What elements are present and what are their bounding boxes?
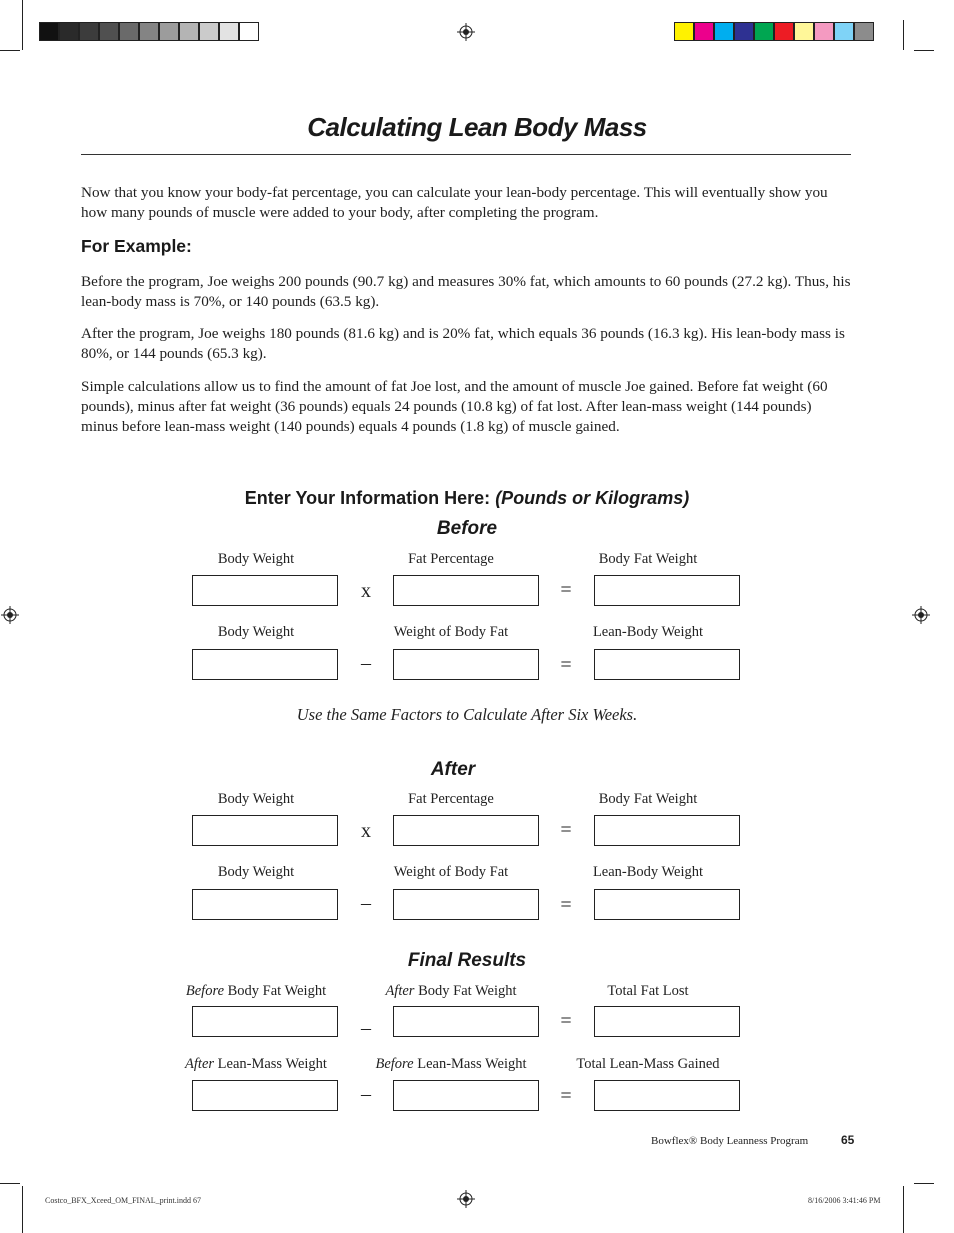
total-lean-mass-gained-input[interactable]: [594, 1080, 740, 1111]
multiply-operator: x: [361, 820, 371, 842]
equals-operator: =: [560, 1085, 572, 1107]
crop-mark: [22, 0, 23, 50]
color-swatch: [854, 22, 874, 41]
equals-operator: =: [560, 579, 572, 601]
before-weight-of-body-fat-input[interactable]: [393, 649, 539, 680]
before-weight-of-body-fat-label: Weight of Body Fat: [393, 624, 509, 640]
label-emphasis: Before: [375, 1056, 414, 1072]
crop-mark: [903, 20, 904, 50]
minus-operator: –: [361, 1017, 371, 1039]
total-fat-lost-input[interactable]: [594, 1006, 740, 1037]
example-paragraph: Simple calculations allow us to find the amount of fat Joe lost, and the amount of muscle Joe gained. Before fat weight (60 pounds), minus after fat weight (36 pounds) equals 24 pounds (10.8 kg) of fat lost. After lean-mass weight (144 pounds) minus before lean-mass weight (140 pounds) equals 4 pounds (1.8 kg) of muscle gained.: [81, 378, 828, 435]
color-swatch: [734, 22, 754, 41]
final-before-body-fat-weight-input[interactable]: [192, 1006, 338, 1037]
gray-swatch: [119, 22, 139, 41]
minus-operator: –: [361, 1083, 371, 1105]
minus-operator: –: [361, 652, 371, 674]
equals-operator: =: [560, 819, 572, 841]
final-after-lean-mass-weight-input[interactable]: [192, 1080, 338, 1111]
intro-paragraph: Now that you know your body-fat percentage, you can calculate your lean-body percentage. This will eventually show you how many pounds of muscle were added to your body, after completing the program.: [81, 184, 828, 221]
after-lean-body-weight-label: Lean-Body Weight: [592, 864, 704, 880]
multiply-operator: x: [361, 580, 371, 602]
equals-operator: =: [560, 1010, 572, 1032]
color-swatch: [774, 22, 794, 41]
crop-mark: [0, 50, 20, 51]
color-swatch: [754, 22, 774, 41]
gray-swatch: [59, 22, 79, 41]
title-divider: [81, 154, 851, 155]
gray-swatch: [239, 22, 259, 41]
before-fat-percentage-label: Fat Percentage: [408, 551, 494, 567]
footer-program-name: Bowflex® Body Leanness Program: [651, 1135, 809, 1147]
final-results-heading: Final Results: [407, 950, 527, 971]
crop-mark: [0, 1183, 20, 1184]
gray-swatch: [99, 22, 119, 41]
crop-mark: [22, 1186, 23, 1233]
before-lean-mass-weight-label: [351, 1056, 551, 1073]
after-body-weight-label: Body Weight: [217, 791, 295, 807]
gray-swatch: [199, 22, 219, 41]
registration-mark-icon: [1, 606, 19, 624]
gray-swatch: [179, 22, 199, 41]
crop-mark: [914, 50, 934, 51]
total-lean-mass-gained-label: [548, 1056, 748, 1073]
after-body-weight-input[interactable]: [192, 815, 338, 846]
crop-mark: [903, 1186, 904, 1233]
after-fat-percentage-label: Fat Percentage: [408, 791, 494, 807]
before-lean-body-weight-label: Lean-Body Weight: [592, 624, 704, 640]
before-body-weight-label: Body Weight: [217, 624, 295, 640]
minus-operator: –: [361, 892, 371, 914]
color-swatch: [834, 22, 854, 41]
slug-timestamp: 8/16/2006 3:41:46 PM: [808, 1196, 881, 1205]
label-text: Lean-Mass Weight: [214, 1056, 327, 1072]
color-swatch: [694, 22, 714, 41]
enter-info-label: Enter Your Information Here:: [244, 488, 491, 508]
color-swatch: [674, 22, 694, 41]
final-after-body-fat-weight-input[interactable]: [393, 1006, 539, 1037]
label-emphasis: After: [185, 1056, 215, 1072]
after-weight-of-body-fat-input[interactable]: [393, 889, 539, 920]
registration-mark-icon: [457, 1190, 475, 1208]
after-lean-body-weight-input[interactable]: [594, 889, 740, 920]
gray-swatch: [39, 22, 59, 41]
after-weight-of-body-fat-label: Weight of Body Fat: [393, 864, 509, 880]
after-body-weight-label: Body Weight: [217, 864, 295, 880]
before-body-weight-label: Body Weight: [217, 551, 295, 567]
before-body-fat-weight-label: Body Fat Weight: [598, 551, 698, 567]
label-text: Total Lean-Mass Gained: [576, 1056, 720, 1072]
before-body-weight-input-2[interactable]: [192, 649, 338, 680]
gray-swatch: [139, 22, 159, 41]
example-paragraph: After the program, Joe weighs 180 pounds (81.6 kg) and is 20% fat, which equals 36 pounds (16.3 kg). His lean-body mass is 80%, or 144 pounds (65.3 kg).: [81, 325, 845, 362]
page-title: Calculating Lean Body Mass: [307, 112, 647, 142]
example-paragraph: Before the program, Joe weighs 200 pounds (90.7 kg) and measures 30% fat, which amounts to 60 pounds (27.2 kg). Thus, his lean-body mass is 70%, or 140 pounds (63.5 kg).: [81, 273, 851, 310]
label-emphasis: After: [385, 983, 415, 999]
before-lean-body-weight-input[interactable]: [594, 649, 740, 680]
label-text: Total Fat Lost: [607, 983, 689, 999]
after-body-fat-weight-input[interactable]: [594, 815, 740, 846]
example-heading: For Example:: [81, 236, 192, 256]
crop-mark: [914, 1183, 934, 1184]
gray-swatch: [79, 22, 99, 41]
label-text: Lean-Mass Weight: [413, 1056, 527, 1072]
page-number: 65: [841, 1133, 855, 1147]
gray-swatch: [159, 22, 179, 41]
equals-operator: =: [560, 654, 572, 676]
before-body-fat-weight-label: [156, 983, 356, 1000]
color-swatch: [814, 22, 834, 41]
label-text: Body Fat Weight: [224, 983, 327, 999]
color-swatch: [794, 22, 814, 41]
enter-info-heading: [0, 488, 934, 509]
color-swatch: [714, 22, 734, 41]
after-lean-mass-weight-label: [156, 1056, 356, 1073]
label-emphasis: Before: [185, 983, 225, 999]
after-body-fat-weight-label: [351, 983, 551, 1000]
before-fat-percentage-input[interactable]: [393, 575, 539, 606]
gray-swatch: [219, 22, 239, 41]
before-body-fat-weight-input[interactable]: [594, 575, 740, 606]
before-heading: Before: [436, 518, 498, 539]
six-weeks-note: Use the Same Factors to Calculate After Six Weeks.: [296, 705, 638, 724]
registration-mark-icon: [912, 606, 930, 624]
final-before-lean-mass-weight-input[interactable]: [393, 1080, 539, 1111]
label-text: Body Fat Weight: [414, 983, 517, 999]
equals-operator: =: [560, 894, 572, 916]
registration-mark-icon: [457, 23, 475, 41]
after-fat-percentage-input[interactable]: [393, 815, 539, 846]
total-fat-lost-label: [548, 983, 748, 1000]
after-heading: After: [430, 759, 476, 780]
after-body-weight-input-2[interactable]: [192, 889, 338, 920]
after-body-fat-weight-label: Body Fat Weight: [598, 791, 698, 807]
before-body-weight-input[interactable]: [192, 575, 338, 606]
slug-filename: Costco_BFX_Xceed_OM_FINAL_print.indd 67: [45, 1196, 201, 1205]
units-label: (Pounds or Kilograms): [495, 488, 690, 508]
